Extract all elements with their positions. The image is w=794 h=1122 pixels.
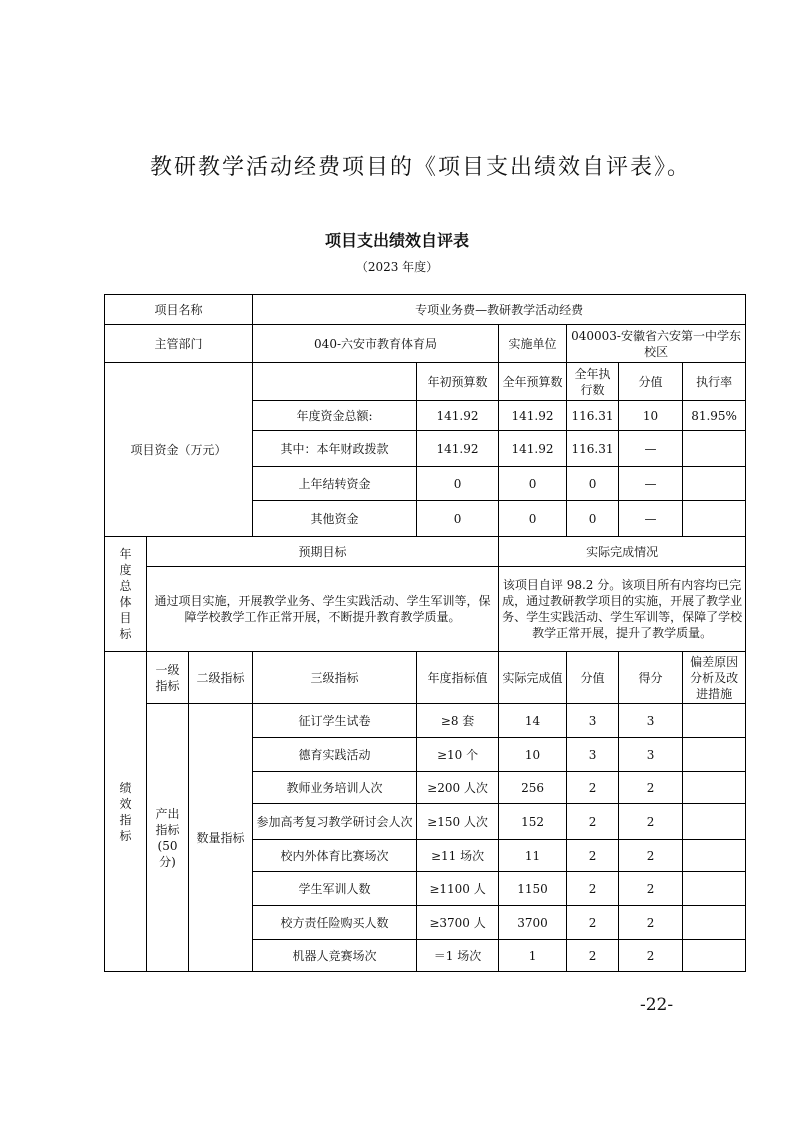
- project-name-row: [105, 295, 746, 325]
- funds-cell: —: [619, 501, 683, 537]
- indicator-note: [683, 704, 746, 738]
- indicator-target: ≥8 套: [417, 704, 499, 738]
- indicator-score: 2: [619, 804, 683, 840]
- indicator-score: 2: [619, 872, 683, 906]
- funds-cell: [683, 467, 746, 501]
- indicator-note: [683, 940, 746, 972]
- project-name-label: 项目名称: [105, 295, 253, 325]
- indicator-actual: 1150: [499, 872, 567, 906]
- expected-goal-text: 通过项目实施，开展教学业务、学生实践活动、学生军训等，保障学校教学工作正常开展，不断提升教育教学质量。: [147, 567, 499, 652]
- actual-completion-text: 该项目自评 98.2 分。该项目所有内容均已完成，通过教研教学项目的实施，开展了教学业务、学生实践活动、学生军训等，保障了学校教学正常开展，提升了教学质量。: [499, 567, 746, 652]
- actual-completion-header: 实际完成情况: [499, 537, 746, 567]
- funds-header-blank: [253, 363, 417, 401]
- indicator-note: [683, 872, 746, 906]
- indicator-target: ≥200 人次: [417, 772, 499, 804]
- indicator-actual: 152: [499, 804, 567, 840]
- implementing-unit-label: 实施单位: [499, 325, 567, 363]
- table-title: 项目支出绩效自评表: [324, 231, 469, 250]
- indicator-header: 二级指标: [189, 652, 253, 704]
- funds-cell: 0: [417, 467, 499, 501]
- funds-header: 全年执行数: [567, 363, 619, 401]
- funds-cell: 0: [567, 467, 619, 501]
- indicator-score: 3: [619, 704, 683, 738]
- indicator-header: 分值: [567, 652, 619, 704]
- indicator-name: 机器人竞赛场次: [253, 940, 417, 972]
- indicator-weight: 2: [567, 804, 619, 840]
- indicator-row: [105, 704, 746, 738]
- indicator-actual: 3700: [499, 906, 567, 940]
- department-row: [105, 325, 746, 363]
- funds-cell: 141.92: [499, 401, 567, 431]
- funds-cell: 81.95%: [683, 401, 746, 431]
- funds-cell: 0: [499, 467, 567, 501]
- indicator-name: 学生军训人数: [253, 872, 417, 906]
- funds-cell: 116.31: [567, 401, 619, 431]
- indicator-weight: 2: [567, 906, 619, 940]
- indicator-actual: 256: [499, 772, 567, 804]
- funds-cell: —: [619, 467, 683, 501]
- indicator-score: 2: [619, 906, 683, 940]
- page-number: -22-: [640, 995, 674, 1015]
- indicator-name: 校方责任险购买人数: [253, 906, 417, 940]
- indicator-weight: 2: [567, 940, 619, 972]
- indicator-actual: 10: [499, 738, 567, 772]
- expected-goal-header: 预期目标: [147, 537, 499, 567]
- indicator-actual: 11: [499, 840, 567, 872]
- funds-row-label: 年度资金总额:: [253, 401, 417, 431]
- indicators-header-row: [105, 652, 746, 704]
- table-subtitle: （2023 年度）: [355, 260, 439, 274]
- indicator-target: ≥11 场次: [417, 840, 499, 872]
- indicator-weight: 2: [567, 840, 619, 872]
- indicator-weight: 3: [567, 704, 619, 738]
- indicator-header: 年度指标值: [417, 652, 499, 704]
- goals-header-row: [105, 537, 746, 567]
- indicators-label: 绩效指标: [105, 652, 147, 972]
- indicator-note: [683, 840, 746, 872]
- department-value: 040-六安市教育体育局: [253, 325, 499, 363]
- indicator-actual: 14: [499, 704, 567, 738]
- level2-indicator: 数量指标: [189, 704, 253, 972]
- funds-header: 分值: [619, 363, 683, 401]
- indicator-target: ≥3700 人: [417, 906, 499, 940]
- funds-cell: 0: [567, 501, 619, 537]
- indicator-header: 三级指标: [253, 652, 417, 704]
- indicator-name: 德育实践活动: [253, 738, 417, 772]
- funds-cell: 116.31: [567, 431, 619, 467]
- funds-cell: 141.92: [499, 431, 567, 467]
- self-evaluation-table: [104, 294, 746, 972]
- funds-row-label: 其他资金: [253, 501, 417, 537]
- indicator-weight: 2: [567, 772, 619, 804]
- indicator-note: [683, 772, 746, 804]
- funds-label: 项目资金（万元）: [105, 363, 253, 537]
- goals-content-row: [105, 567, 746, 652]
- indicator-name: 教师业务培训人次: [253, 772, 417, 804]
- indicator-header: 一级指标: [147, 652, 189, 704]
- indicator-note: [683, 804, 746, 840]
- implementing-unit-value: 040003-安徽省六安第一中学东校区: [567, 325, 746, 363]
- indicator-target: ≥1100 人: [417, 872, 499, 906]
- indicator-name: 参加高考复习教学研讨会人次: [253, 804, 417, 840]
- funds-cell: [683, 501, 746, 537]
- indicator-target: ≥150 人次: [417, 804, 499, 840]
- funds-cell: 141.92: [417, 401, 499, 431]
- funds-header: 全年预算数: [499, 363, 567, 401]
- funds-header: 执行率: [683, 363, 746, 401]
- level1-indicator: 产出指标(50分): [147, 704, 189, 972]
- indicator-score: 2: [619, 940, 683, 972]
- funds-cell: [683, 431, 746, 467]
- department-label: 主管部门: [105, 325, 253, 363]
- indicator-header: 偏差原因分析及改进措施: [683, 652, 746, 704]
- indicator-score: 2: [619, 840, 683, 872]
- indicator-actual: 1: [499, 940, 567, 972]
- indicator-score: 2: [619, 772, 683, 804]
- funds-header: 年初预算数: [417, 363, 499, 401]
- indicator-score: 3: [619, 738, 683, 772]
- indicator-name: 征订学生试卷: [253, 704, 417, 738]
- project-name-value: 专项业务费—教研教学活动经费: [253, 295, 746, 325]
- indicator-note: [683, 738, 746, 772]
- funds-row-label: 上年结转资金: [253, 467, 417, 501]
- goals-label: 年度总体目标: [105, 537, 147, 652]
- indicator-target: ≥10 个: [417, 738, 499, 772]
- funds-cell: 0: [499, 501, 567, 537]
- funds-cell: 10: [619, 401, 683, 431]
- indicator-name: 校内外体育比赛场次: [253, 840, 417, 872]
- funds-header-row: [105, 363, 746, 401]
- funds-row-label: 其中：本年财政拨款: [253, 431, 417, 467]
- funds-cell: 141.92: [417, 431, 499, 467]
- funds-cell: 0: [417, 501, 499, 537]
- indicator-header: 得分: [619, 652, 683, 704]
- indicator-header: 实际完成值: [499, 652, 567, 704]
- indicator-note: [683, 906, 746, 940]
- indicator-weight: 2: [567, 872, 619, 906]
- indicator-weight: 3: [567, 738, 619, 772]
- document-heading: 教研教学活动经费项目的《项目支出绩效自评表》。: [150, 155, 692, 180]
- indicator-target: ＝1 场次: [417, 940, 499, 972]
- funds-cell: —: [619, 431, 683, 467]
